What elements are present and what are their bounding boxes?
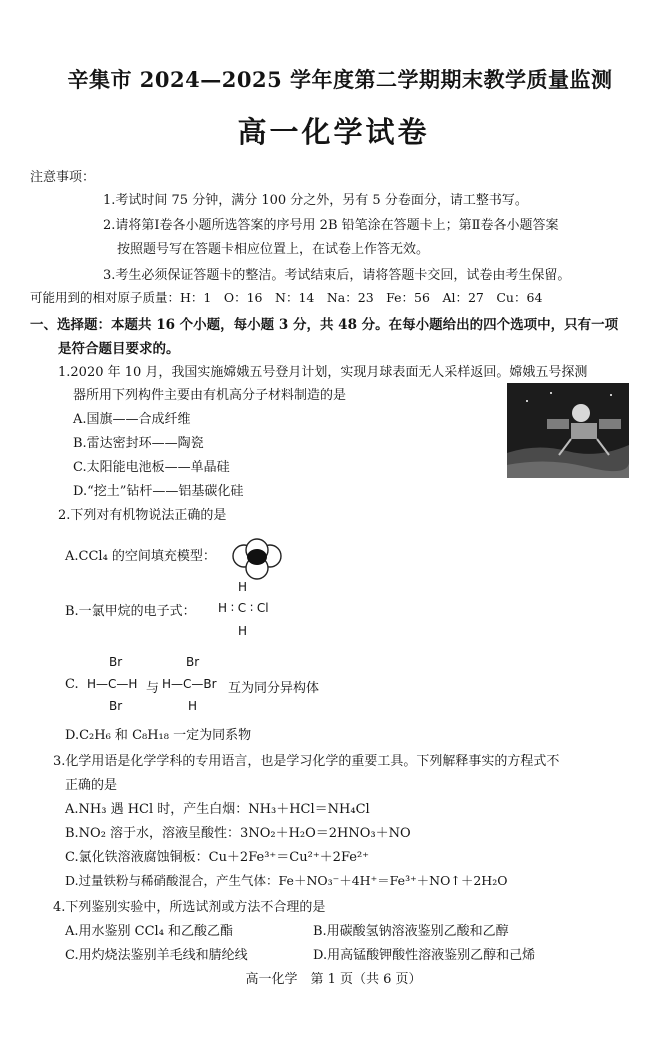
note-3: 3.考生必须保证答题卡的整洁。考试结束后，请将答题卡交回，试卷由考生保留。 xyxy=(103,268,571,283)
ch3cl-center-row: H ∶ C ∶ Cl xyxy=(218,601,269,615)
q3-option-c: C.氯化铁溶液腐蚀铜板：Cu＋2Fe³⁺＝Cu²⁺＋2Fe²⁺ xyxy=(65,850,370,865)
notes-heading: 注意事项： xyxy=(30,170,96,185)
section-1-line-2: 是符合题目要求的。 xyxy=(58,341,180,357)
q3-option-a: A.NH₃ 遇 HCl 时，产生白烟：NH₃＋HCl＝NH₄Cl xyxy=(65,802,370,817)
q3-stem-1: 3.化学用语是化学学科的专用语言，也是学习化学的重要工具。下列解释事实的方程式不 xyxy=(53,754,560,769)
q2-option-d: D.C₂H₆ 和 C₈H₁₈ 一定为同系物 xyxy=(65,728,252,743)
q4-option-b: B.用碳酸氢钠溶液鉴别乙酸和乙醇 xyxy=(313,924,509,939)
q2-option-a: A.CCl₄ 的空间填充模型： xyxy=(65,549,216,564)
dibromomethane-2-top: Br xyxy=(186,655,200,669)
q4-option-a: A.用水鉴别 CCl₄ 和乙酸乙酯 xyxy=(65,924,234,939)
q2-option-c-prefix: C. xyxy=(65,677,79,692)
dibromomethane-2-row: H—C—Br xyxy=(162,677,217,691)
dibromomethane-1-top: Br xyxy=(109,655,123,669)
lunar-lander-illustration xyxy=(507,383,629,478)
section-1-line-1: 一、选择题：本题共 16 个小题，每小题 3 分，共 48 分。在每小题给出的四个选项中，只有一项 xyxy=(30,317,619,333)
q2-option-c-suffix: 互为同分异构体 xyxy=(228,681,320,696)
ch3cl-bottom-h: H xyxy=(238,624,248,638)
dibromomethane-2-bottom: H xyxy=(188,699,198,713)
q3-stem-2: 正确的是 xyxy=(65,778,118,793)
q4-option-d: D.用高锰酸钾酸性溶液鉴别乙醇和己烯 xyxy=(313,948,536,963)
q1-option-c: C.太阳能电池板——单晶硅 xyxy=(73,460,230,475)
exam-subtitle: 高一化学试卷 xyxy=(237,115,430,149)
q4-option-c: C.用灼烧法鉴别羊毛线和腈纶线 xyxy=(65,948,248,963)
ccl4-model-drawing xyxy=(232,538,282,580)
q3-option-d: D.过量铁粉与稀硝酸混合，产生气体：Fe＋NO₃⁻＋4H⁺＝Fe³⁺＋NO↑＋2H₂O xyxy=(65,873,508,888)
q1-option-d: D.“挖土”钻杆——铝基碳化硅 xyxy=(73,484,244,499)
q2-option-b: B.一氯甲烷的电子式： xyxy=(65,604,196,619)
note-2-cont: 按照题号写在答题卡相应位置上，在试卷上作答无效。 xyxy=(117,242,430,257)
note-1: 1.考试时间 75 分钟，满分 100 分之外，另有 5 分卷面分，请工整书写。 xyxy=(103,193,528,208)
exam-title: 辛集市 2024—2025 学年度第二学期期末教学质量监测 xyxy=(67,67,613,92)
q4-stem: 4.下列鉴别实验中，所选试剂或方法不合理的是 xyxy=(53,900,326,915)
q1-option-b: B.雷达密封环——陶瓷 xyxy=(73,436,204,451)
q2-stem: 2.下列对有机物说法正确的是 xyxy=(58,508,227,523)
dibromomethane-1-row: H—C—H xyxy=(87,677,138,691)
q3-option-b: B.NO₂ 溶于水，溶液呈酸性：3NO₂＋H₂O＝2HNO₃＋NO xyxy=(65,826,411,841)
ccl4-space-filling-model xyxy=(232,538,282,580)
q1-option-a: A.国旗——合成纤维 xyxy=(73,412,191,427)
dibromomethane-1-bottom: Br xyxy=(109,699,123,713)
page-footer: 高一化学 第 1 页（共 6 页） xyxy=(245,972,422,987)
note-2: 2.请将第Ⅰ卷各小题所选答案的序号用 2B 铅笔涂在答题卡上；第Ⅱ卷各小题答案 xyxy=(103,218,559,233)
q1-stem-1: 1.2020 年 10 月，我国实施嫦娥五号登月计划，实现月球表面无人采样返回。嫦娥五号探测 xyxy=(58,365,588,380)
atomic-masses: 可能用到的相对原子质量：H：1 O：16 N：14 Na：23 Fe：56 Al：27 Cu：64 xyxy=(30,290,543,305)
lunar-lander-photo xyxy=(507,383,629,478)
q2-option-c-mid: 与 xyxy=(146,681,160,696)
q1-stem-2: 器所用下列构件主要由有机高分子材料制造的是 xyxy=(73,388,347,403)
ch3cl-top-h: H xyxy=(238,580,248,594)
